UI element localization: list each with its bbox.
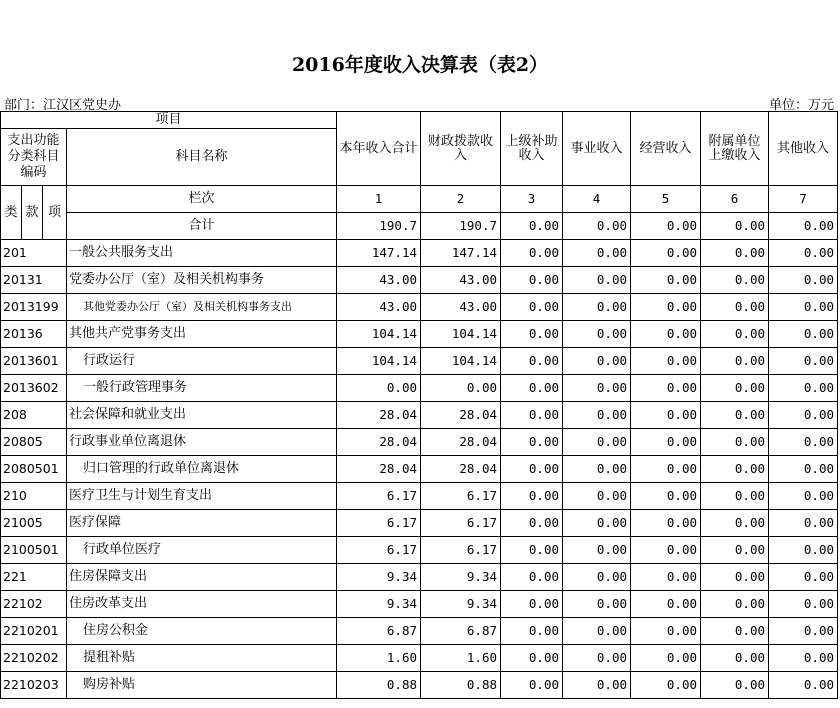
value-cell: 0.00 (563, 402, 631, 429)
value-cell: 6.87 (337, 618, 421, 645)
total-value: 0.00 (631, 213, 701, 240)
table-row (1, 402, 838, 429)
table-row (1, 348, 838, 375)
table-row (1, 294, 838, 321)
value-cell: 0.00 (631, 375, 701, 402)
value-cell: 28.04 (337, 402, 421, 429)
value-cell: 0.00 (563, 564, 631, 591)
subject-name: 住房公积金 (67, 618, 337, 645)
table-row (1, 510, 838, 537)
subject-name: 党委办公厅（室）及相关机构事务 (67, 267, 337, 294)
col-row-label: 栏次 (67, 186, 337, 213)
value-cell: 104.14 (421, 348, 501, 375)
col-header-4: 事业收入 (563, 112, 631, 186)
value-cell: 0.00 (337, 375, 421, 402)
value-cell: 43.00 (421, 294, 501, 321)
col-header-6: 附属单位上缴收入 (701, 112, 769, 186)
value-cell: 0.00 (701, 402, 769, 429)
xiang-header: 项 (43, 186, 67, 240)
value-cell: 0.00 (769, 510, 838, 537)
value-cell: 0.00 (631, 348, 701, 375)
value-cell: 0.00 (501, 510, 563, 537)
col-number-2: 2 (421, 186, 501, 213)
value-cell: 0.00 (631, 267, 701, 294)
value-cell: 28.04 (337, 429, 421, 456)
value-cell: 0.00 (501, 483, 563, 510)
value-cell: 0.00 (769, 240, 838, 267)
subject-name: 医疗卫生与计划生育支出 (67, 483, 337, 510)
value-cell: 0.00 (769, 456, 838, 483)
value-cell: 0.00 (421, 375, 501, 402)
subject-name: 行政事业单位离退休 (67, 429, 337, 456)
subject-code: 21005 (1, 510, 67, 537)
value-cell: 9.34 (421, 564, 501, 591)
value-cell: 104.14 (421, 321, 501, 348)
value-cell: 0.00 (563, 672, 631, 699)
value-cell: 0.00 (501, 672, 563, 699)
subject-name: 社会保障和就业支出 (67, 402, 337, 429)
value-cell: 43.00 (337, 267, 421, 294)
value-cell: 0.00 (701, 456, 769, 483)
value-cell: 0.00 (501, 456, 563, 483)
value-cell: 28.04 (421, 402, 501, 429)
value-cell: 0.00 (631, 510, 701, 537)
subject-name: 行政单位医疗 (67, 537, 337, 564)
value-cell: 0.00 (769, 267, 838, 294)
value-cell: 28.04 (421, 456, 501, 483)
value-cell: 0.00 (701, 429, 769, 456)
subject-code: 2100501 (1, 537, 67, 564)
value-cell: 0.00 (769, 672, 838, 699)
value-cell: 0.00 (701, 645, 769, 672)
value-cell: 6.87 (421, 618, 501, 645)
subject-name: 行政运行 (67, 348, 337, 375)
value-cell: 0.00 (631, 402, 701, 429)
value-cell: 0.00 (563, 375, 631, 402)
value-cell: 0.00 (501, 240, 563, 267)
value-cell: 6.17 (421, 537, 501, 564)
value-cell: 0.00 (769, 591, 838, 618)
value-cell: 0.00 (563, 510, 631, 537)
col-number-7: 7 (769, 186, 838, 213)
value-cell: 0.00 (563, 537, 631, 564)
value-cell: 0.00 (701, 537, 769, 564)
col-number-6: 6 (701, 186, 769, 213)
total-value: 0.00 (701, 213, 769, 240)
value-cell: 0.00 (769, 429, 838, 456)
value-cell: 0.00 (701, 510, 769, 537)
subject-code: 210 (1, 483, 67, 510)
value-cell: 0.00 (701, 375, 769, 402)
table-row (1, 456, 838, 483)
table-row (1, 672, 838, 699)
subject-code: 2210203 (1, 672, 67, 699)
col-number-1: 1 (337, 186, 421, 213)
value-cell: 0.00 (501, 267, 563, 294)
subject-name: 一般行政管理事务 (67, 375, 337, 402)
subject-name: 归口管理的行政单位离退休 (67, 456, 337, 483)
table-row (1, 564, 838, 591)
value-cell: 0.00 (563, 348, 631, 375)
value-cell: 0.00 (501, 645, 563, 672)
value-cell: 6.17 (337, 483, 421, 510)
value-cell: 0.00 (563, 267, 631, 294)
value-cell: 0.00 (501, 402, 563, 429)
value-cell: 6.17 (337, 510, 421, 537)
subject-code: 2210201 (1, 618, 67, 645)
value-cell: 0.00 (769, 402, 838, 429)
value-cell: 0.00 (769, 348, 838, 375)
header-row-project (1, 112, 838, 129)
value-cell: 9.34 (337, 591, 421, 618)
value-cell: 0.00 (701, 591, 769, 618)
value-cell: 0.00 (631, 537, 701, 564)
project-header: 项目 (1, 112, 337, 129)
value-cell: 0.88 (421, 672, 501, 699)
value-cell: 0.00 (769, 564, 838, 591)
value-cell: 147.14 (421, 240, 501, 267)
value-cell: 0.00 (631, 564, 701, 591)
lei-header: 类 (1, 186, 22, 240)
value-cell: 0.00 (563, 294, 631, 321)
subject-code: 208 (1, 402, 67, 429)
value-cell: 0.00 (631, 429, 701, 456)
subject-code: 2013199 (1, 294, 67, 321)
table-row (1, 618, 838, 645)
total-row (1, 213, 838, 240)
value-cell: 6.17 (337, 537, 421, 564)
table-row (1, 375, 838, 402)
subject-name: 住房保障支出 (67, 564, 337, 591)
value-cell: 0.00 (701, 564, 769, 591)
unit-label: 单位：万元 (768, 98, 834, 113)
value-cell: 0.00 (701, 321, 769, 348)
value-cell: 0.00 (701, 618, 769, 645)
subject-code: 20805 (1, 429, 67, 456)
col-number-5: 5 (631, 186, 701, 213)
total-value: 190.7 (421, 213, 501, 240)
value-cell: 0.00 (563, 321, 631, 348)
value-cell: 0.00 (631, 483, 701, 510)
value-cell: 9.34 (337, 564, 421, 591)
total-value: 0.00 (769, 213, 838, 240)
value-cell: 104.14 (337, 321, 421, 348)
value-cell: 0.00 (501, 537, 563, 564)
col-number-3: 3 (501, 186, 563, 213)
value-cell: 0.00 (631, 240, 701, 267)
subject-code: 20131 (1, 267, 67, 294)
subject-code: 2080501 (1, 456, 67, 483)
value-cell: 0.00 (701, 267, 769, 294)
value-cell: 0.00 (631, 591, 701, 618)
value-cell: 0.00 (563, 429, 631, 456)
value-cell: 0.00 (563, 645, 631, 672)
value-cell: 0.00 (563, 456, 631, 483)
col-number-4: 4 (563, 186, 631, 213)
page-title: 2016年度收入决算表（表2） (291, 54, 549, 76)
value-cell: 1.60 (337, 645, 421, 672)
value-cell: 0.00 (701, 348, 769, 375)
value-cell: 43.00 (337, 294, 421, 321)
table-row (1, 267, 838, 294)
value-cell: 0.00 (631, 294, 701, 321)
col-header-7: 其他收入 (769, 112, 838, 186)
col-header-2: 财政拨款收入 (421, 112, 501, 186)
subject-name: 提租补贴 (67, 645, 337, 672)
table-row (1, 240, 838, 267)
table-body (1, 112, 838, 699)
value-cell: 0.00 (701, 483, 769, 510)
subject-code: 221 (1, 564, 67, 591)
subject-name: 一般公共服务支出 (67, 240, 337, 267)
subject-name: 其他共产党事务支出 (67, 321, 337, 348)
value-cell: 9.34 (421, 591, 501, 618)
value-cell: 0.00 (631, 618, 701, 645)
value-cell: 0.00 (769, 645, 838, 672)
total-value: 0.00 (501, 213, 563, 240)
value-cell: 28.04 (337, 456, 421, 483)
value-cell: 0.00 (631, 321, 701, 348)
total-value: 0.00 (563, 213, 631, 240)
value-cell: 0.00 (501, 294, 563, 321)
department-label: 部门：江汉区党史办 (4, 98, 122, 113)
code-group-header: 支出功能分类科目编码 (1, 129, 67, 186)
subject-code: 201 (1, 240, 67, 267)
value-cell: 6.17 (421, 483, 501, 510)
subject-code: 2013601 (1, 348, 67, 375)
value-cell: 0.00 (769, 537, 838, 564)
value-cell: 0.00 (563, 618, 631, 645)
value-cell: 43.00 (421, 267, 501, 294)
value-cell: 6.17 (421, 510, 501, 537)
table-row (1, 537, 838, 564)
value-cell: 0.00 (769, 618, 838, 645)
value-cell: 0.00 (769, 321, 838, 348)
subject-name: 医疗保障 (67, 510, 337, 537)
value-cell: 0.00 (501, 618, 563, 645)
table-row (1, 321, 838, 348)
value-cell: 0.00 (769, 294, 838, 321)
header-row-numbers (1, 186, 838, 213)
value-cell: 0.00 (501, 348, 563, 375)
value-cell: 147.14 (337, 240, 421, 267)
value-cell: 0.00 (701, 294, 769, 321)
total-value: 190.7 (337, 213, 421, 240)
subject-code: 2013602 (1, 375, 67, 402)
table-row (1, 483, 838, 510)
value-cell: 28.04 (421, 429, 501, 456)
table-row (1, 429, 838, 456)
value-cell: 0.00 (701, 240, 769, 267)
total-label: 合计 (67, 213, 337, 240)
value-cell: 0.00 (501, 564, 563, 591)
table-row (1, 645, 838, 672)
value-cell: 0.00 (769, 483, 838, 510)
value-cell: 0.00 (769, 375, 838, 402)
value-cell: 0.00 (631, 456, 701, 483)
value-cell: 0.00 (563, 483, 631, 510)
table-row (1, 591, 838, 618)
value-cell: 0.00 (563, 591, 631, 618)
col-header-5: 经营收入 (631, 112, 701, 186)
value-cell: 0.00 (501, 375, 563, 402)
subject-code: 22102 (1, 591, 67, 618)
subject-code: 2210202 (1, 645, 67, 672)
value-cell: 0.88 (337, 672, 421, 699)
value-cell: 0.00 (631, 645, 701, 672)
subject-name: 住房改革支出 (67, 591, 337, 618)
subject-name: 其他党委办公厅（室）及相关机构事务支出 (67, 294, 337, 321)
value-cell: 0.00 (563, 240, 631, 267)
subject-name: 购房补贴 (67, 672, 337, 699)
value-cell: 1.60 (421, 645, 501, 672)
income-table (0, 111, 838, 699)
col-header-1: 本年收入合计 (337, 112, 421, 186)
value-cell: 0.00 (701, 672, 769, 699)
value-cell: 0.00 (631, 672, 701, 699)
col-header-3: 上级补助收入 (501, 112, 563, 186)
subject-name-header: 科目名称 (67, 129, 337, 186)
value-cell: 0.00 (501, 321, 563, 348)
subject-code: 20136 (1, 321, 67, 348)
kuan-header: 款 (22, 186, 43, 240)
value-cell: 0.00 (501, 429, 563, 456)
value-cell: 104.14 (337, 348, 421, 375)
value-cell: 0.00 (501, 591, 563, 618)
